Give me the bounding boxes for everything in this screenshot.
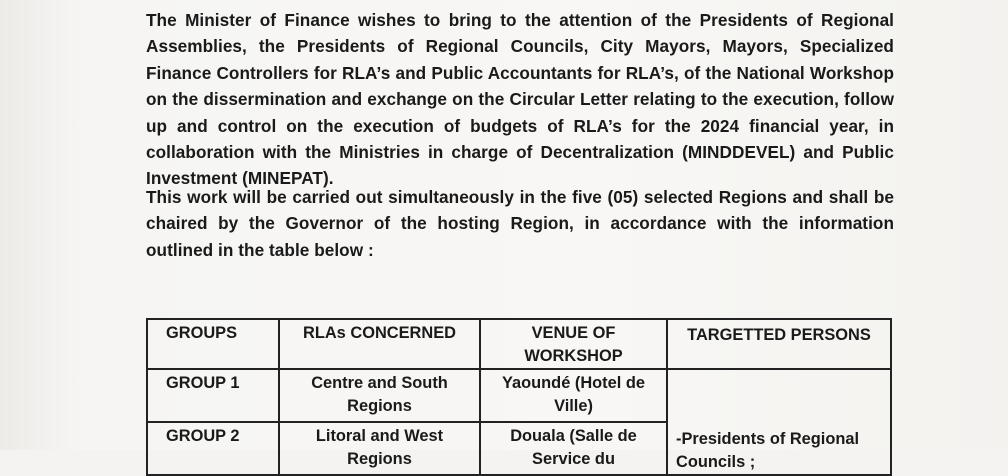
header-groups: GROUPS (147, 319, 279, 369)
rlas-cell: Centre and South Regions (279, 369, 480, 422)
header-venue: VENUE OF WORKSHOP (480, 319, 667, 369)
header-rlas: RLAs CONCERNED (279, 319, 480, 369)
header-targets: TARGETTED PERSONS (667, 319, 891, 369)
table-body (147, 369, 891, 475)
venue-cell: Yaoundé (Hotel de Ville) (480, 369, 667, 422)
intro-paragraph: The Minister of Finance wishes to bring to the attention of the Presidents of Regional Assemblies, the Presidents of Regional Councils, City Mayors, Mayors, Specialized Finance Controllers for RLA’s and Public Accountants for RLA’s, of the National Workshop on the dissermination and exchange on the Circular Letter relating to the execution, follow up and control on the execution of budgets of RLA’s for the 2024 financial year, in collaboration with the Ministries in charge of Decentralization (MINDDEVEL) and Public Investment (MINEPAT). (146, 10, 894, 189)
table-header (147, 319, 891, 369)
table-row (147, 369, 891, 422)
group-cell: GROUP 1 (147, 369, 279, 422)
group-cell: GROUP 2 (147, 422, 279, 475)
table-header-row (147, 319, 891, 369)
targets-cell (667, 369, 891, 475)
venue-cell: Douala (Salle de Service du (480, 422, 667, 475)
workshop-table (146, 318, 892, 476)
rlas-cell: Litoral and West Regions (279, 422, 480, 475)
targets-text: -Presidents of Regional Councils ; (676, 430, 860, 471)
work-paragraph: This work will be carried out simultaneously in the five (05) selected Regions and shall be chaired by the Governor of the hosting Region, in accordance with the information outlined in the table below : (146, 187, 894, 260)
